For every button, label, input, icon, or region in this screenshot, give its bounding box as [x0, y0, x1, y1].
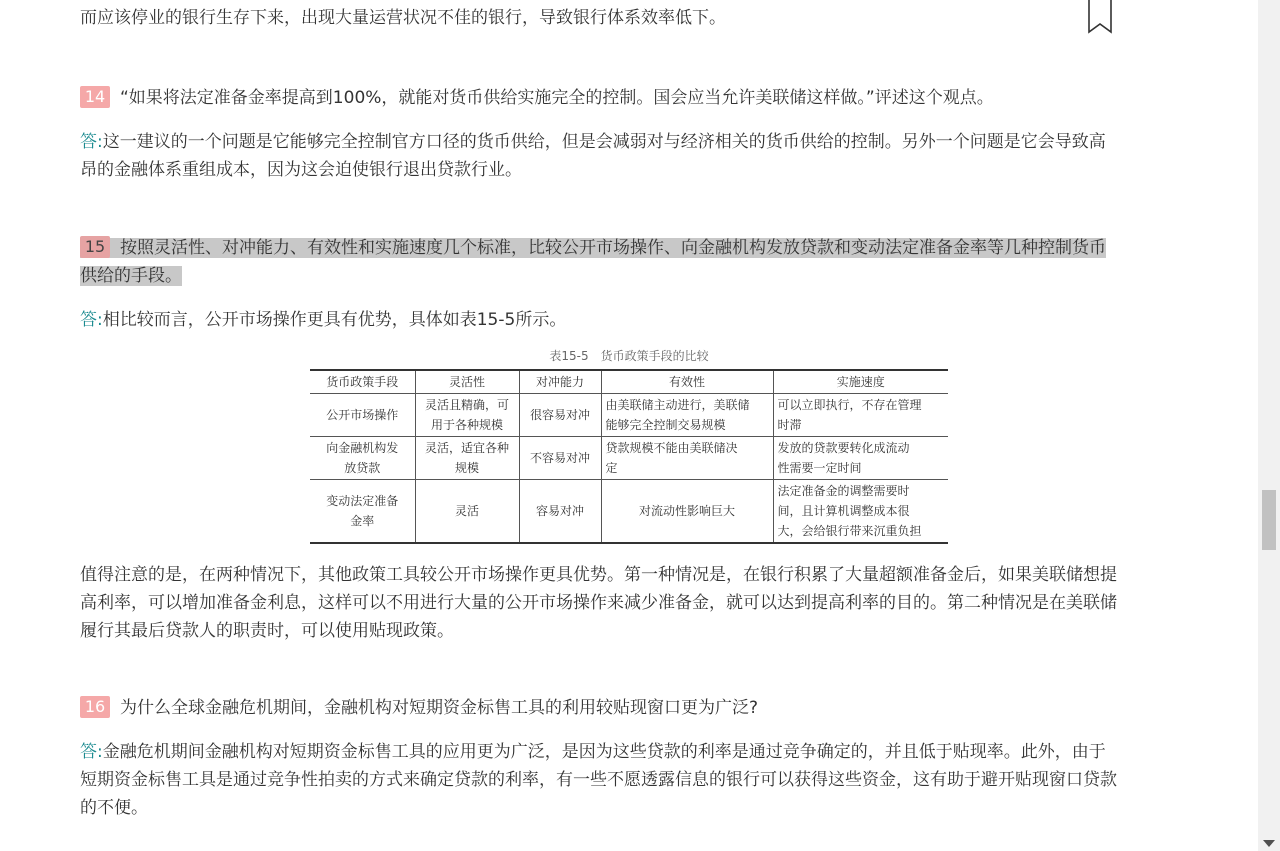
- table-cell: 公开市场操作: [310, 394, 415, 437]
- question-16: [80, 694, 1180, 722]
- answer-label: 答:: [80, 742, 103, 762]
- answer-16: [80, 738, 1180, 822]
- column-header: 实施速度: [773, 370, 948, 394]
- table-cell: 变动法定准备 金率: [310, 480, 415, 544]
- table-caption: 表15-5 货币政策手段的比较: [549, 349, 709, 363]
- table-cell: 贷款规模不能由美联储决 定: [601, 437, 773, 480]
- table-header-row: [310, 370, 948, 394]
- table-cell: 向金融机构发 放贷款: [310, 437, 415, 480]
- answer-text: 的不便。: [80, 798, 148, 818]
- column-header: 对冲能力: [519, 370, 601, 394]
- note-text: 履行其最后贷款人的职责时，可以使用贴现政策。: [80, 621, 454, 641]
- table-cell: 不容易对冲: [519, 437, 601, 480]
- intro-paragraph: [80, 4, 1180, 32]
- question-number-badge: 15: [80, 236, 110, 258]
- intro-text: 而应该停业的银行生存下来，出现大量运营状况不佳的银行，导致银行体系效率低下。: [80, 8, 726, 28]
- table-row: [310, 480, 948, 544]
- column-header: 灵活性: [415, 370, 519, 394]
- table-cell: 发放的贷款要转化成流动 性需要一定时间: [773, 437, 948, 480]
- column-header: 有效性: [601, 370, 773, 394]
- table-cell: 容易对冲: [519, 480, 601, 544]
- comparison-table: [310, 369, 948, 544]
- table-cell: 法定准备金的调整需要时 间，且计算机调整成本很 大，会给银行带来沉重负担: [773, 480, 948, 544]
- question-number-badge: 16: [80, 696, 110, 718]
- answer-label: 答:: [80, 132, 103, 152]
- answer-text: 短期资金标售工具是通过竞争性拍卖的方式来确定贷款的利率，有一些不愿透露信息的银行可以获得这些资金，这有助于避开贴现窗口贷款: [80, 770, 1117, 790]
- table-cell: 很容易对冲: [519, 394, 601, 437]
- question-text: “如果将法定准备金率提高到100%，就能对货币供给实施完全的控制。国会应当允许美联储这样做。”评述这个观点。: [120, 88, 994, 108]
- answer-text: 金融危机期间金融机构对短期资金标售工具的应用更为广泛，是因为这些贷款的利率是通过竞争确定的，并且低于贴现率。此外，由于: [102, 742, 1106, 762]
- table-cell: 灵活: [415, 480, 519, 544]
- question-number-badge: 14: [80, 86, 110, 108]
- answer-label: 答:: [80, 310, 103, 330]
- note-text: 高利率，可以增加准备金利息，这样可以不用进行大量的公开市场操作来减少准备金，就可以达到提高利率的目的。第二种情况是在美联储: [80, 593, 1117, 613]
- answer-15: [80, 306, 1180, 334]
- table-cell: 对流动性影响巨大: [601, 480, 773, 544]
- table-cell: 灵活，适宜各种 规模: [415, 437, 519, 480]
- table-row: [310, 437, 948, 480]
- table-row: [310, 394, 948, 437]
- column-header: 货币政策手段: [310, 370, 415, 394]
- chevron-down-icon[interactable]: [1263, 840, 1275, 847]
- question-text: 为什么全球金融危机期间，金融机构对短期资金标售工具的利用较贴现窗口更为广泛?: [120, 698, 759, 718]
- note-paragraph: [80, 561, 1180, 645]
- answer-text: 这一建议的一个问题是它能够完全控制官方口径的货币供给，但是会减弱对与经济相关的货币供给的控制。另外一个问题是它会导致高: [102, 132, 1106, 152]
- question-15: [80, 234, 1180, 290]
- table-cell: 灵活且精确，可 用于各种规模: [415, 394, 519, 437]
- answer-text: 相比较而言，公开市场操作更具有优势，具体如表15-5所示。: [102, 310, 567, 330]
- table-cell: 可以立即执行，不存在管理 时滞: [773, 394, 948, 437]
- answer-text: 昂的金融体系重组成本，因为这会迫使银行退出贷款行业。: [80, 160, 522, 180]
- table-cell: 由美联储主动进行，美联储 能够完全控制交易规模: [601, 394, 773, 437]
- scrollbar-thumb[interactable]: [1262, 490, 1276, 550]
- question-text[interactable]: 供给的手段。: [80, 266, 182, 286]
- question-14: [80, 84, 1180, 112]
- answer-14: [80, 128, 1180, 184]
- question-text[interactable]: 按照灵活性、对冲能力、有效性和实施速度几个标准，比较公开市场操作、向金融机构发放贷款和变动法定准备金率等几种控制货币: [120, 238, 1106, 258]
- vertical-scrollbar[interactable]: [1258, 0, 1280, 851]
- note-text: 值得注意的是，在两种情况下，其他政策工具较公开市场操作更具优势。第一种情况是，在银行积累了大量超额准备金后，如果美联储想提: [80, 565, 1117, 585]
